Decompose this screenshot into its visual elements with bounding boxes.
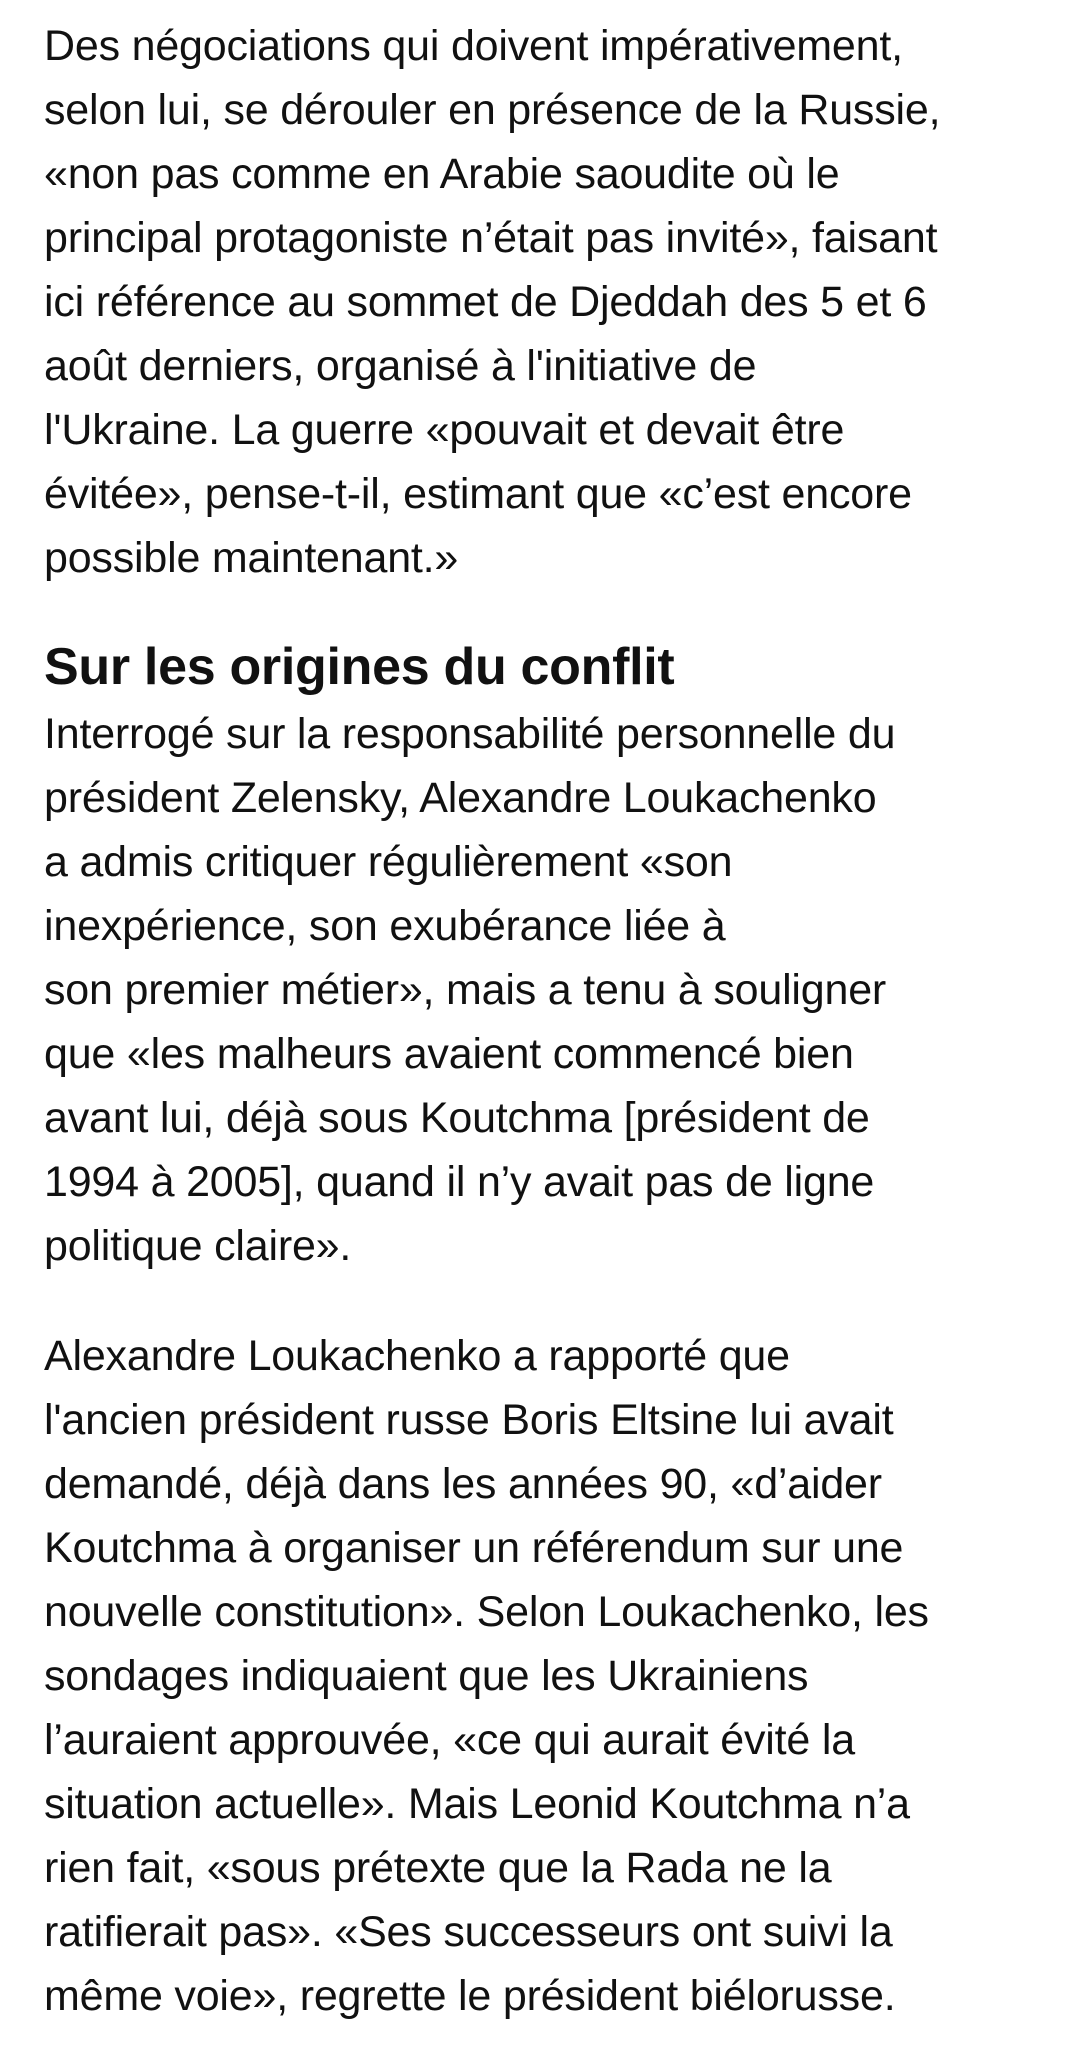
text-line: Alexandre Loukachenko a rapporté que <box>44 1332 790 1380</box>
text-line: sondages indiquaient que les Ukrainiens <box>44 1652 809 1700</box>
text-line: même voie», regrette le président biélorusse. <box>44 1972 896 2020</box>
text-line: Interrogé sur la responsabilité personnelle du <box>44 710 896 758</box>
text-line: août derniers, organisé à l'initiative de <box>44 342 757 390</box>
text-line: «non pas comme en Arabie saoudite où le <box>44 150 840 198</box>
text-line: principal protagoniste n’était pas invité», faisant <box>44 214 938 262</box>
text-line: 1994 à 2005], quand il n’y avait pas de ligne <box>44 1158 875 1206</box>
text-line: selon lui, se dérouler en présence de la Russie, <box>44 86 941 134</box>
text-line: situation actuelle». Mais Leonid Koutchma n’a <box>44 1780 910 1828</box>
article-paragraph <box>44 702 1044 1278</box>
text-line: politique claire». <box>44 1222 352 1270</box>
text-line: président Zelensky, Alexandre Loukachenko <box>44 774 877 822</box>
article-paragraph <box>44 1324 1044 2028</box>
text-line: ratifierait pas». «Ses successeurs ont suivi la <box>44 1908 893 1956</box>
text-line: demandé, déjà dans les années 90, «d’aider <box>44 1460 882 1508</box>
text-line: nouvelle constitution». Selon Loukachenko, les <box>44 1588 929 1636</box>
text-line: l'Ukraine. La guerre «pouvait et devait être <box>44 406 845 454</box>
text-line: possible maintenant.» <box>44 534 459 582</box>
text-line: avant lui, déjà sous Koutchma [président de <box>44 1094 870 1142</box>
text-line: l’auraient approuvée, «ce qui aurait évité la <box>44 1716 855 1764</box>
text-line: évitée», pense-t-il, estimant que «c’est encore <box>44 470 912 518</box>
text-line: l'ancien président russe Boris Eltsine lui avait <box>44 1396 894 1444</box>
text-line: son premier métier», mais a tenu à souligner <box>44 966 887 1014</box>
text-line: Des négociations qui doivent impérativement, <box>44 22 903 70</box>
text-line: Koutchma à organiser un référendum sur une <box>44 1524 904 1572</box>
article-paragraph <box>44 14 1044 590</box>
text-line: inexpérience, son exubérance liée à <box>44 902 726 950</box>
text-line: rien fait, «sous prétexte que la Rada ne la <box>44 1844 832 1892</box>
text-line: que «les malheurs avaient commencé bien <box>44 1030 854 1078</box>
section-heading: Sur les origines du conflit <box>44 638 675 696</box>
text-line: a admis critiquer régulièrement «son <box>44 838 733 886</box>
text-line: ici référence au sommet de Djeddah des 5 et 6 <box>44 278 927 326</box>
